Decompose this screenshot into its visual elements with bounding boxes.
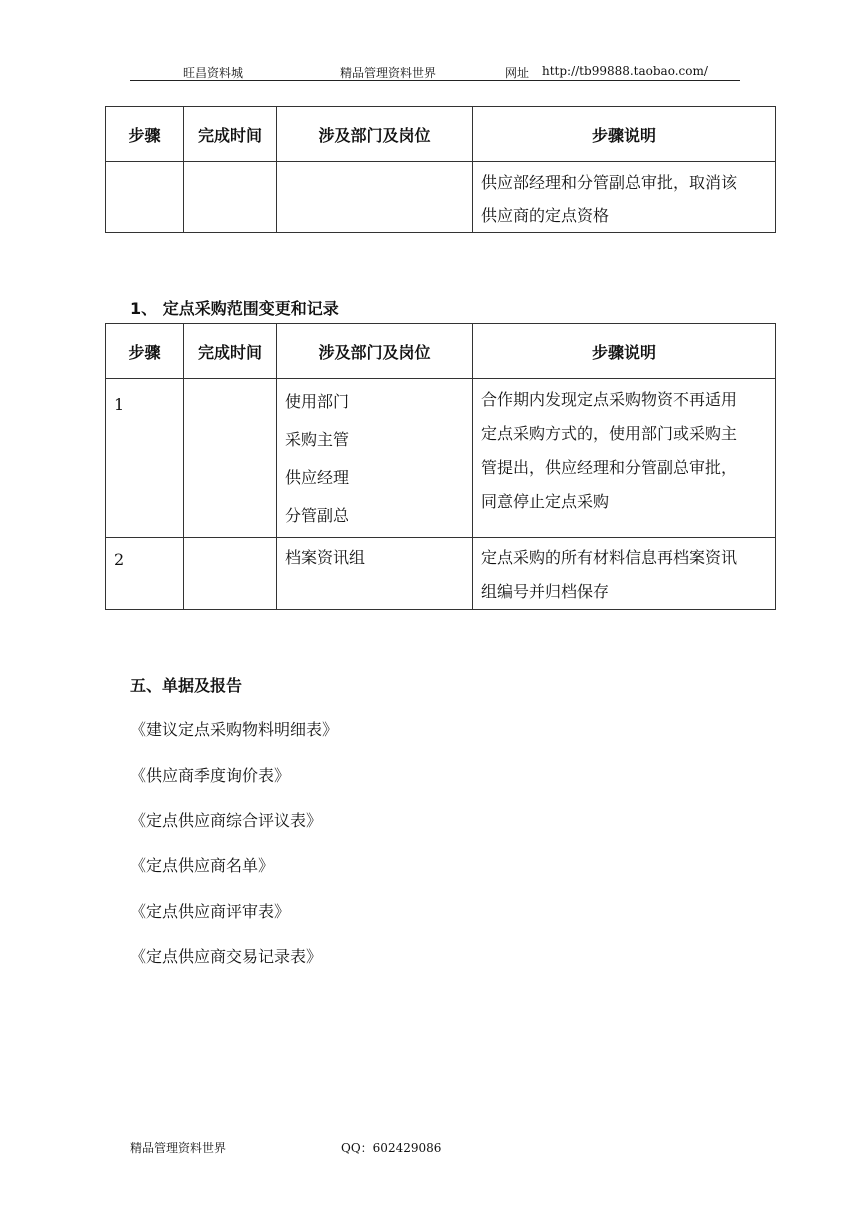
- column-header-step: 步骤: [106, 107, 184, 162]
- column-header-desc: 步骤说明: [473, 107, 776, 162]
- footer-site-name: 精品管理资料世界: [130, 1141, 227, 1155]
- page-header: [130, 62, 738, 82]
- report-item: 《定点供应商交易记录表》: [130, 947, 323, 966]
- desc-line: 组编号并归档保存: [481, 582, 610, 601]
- report-item: 《定点供应商名单》: [130, 856, 275, 875]
- header-shop-name: 旺昌资料城: [183, 66, 244, 80]
- header-url-link[interactable]: http://tb99888.taobao.com/: [542, 64, 708, 78]
- dept-line: 采购主管: [285, 430, 350, 449]
- step-cell: 1: [106, 379, 184, 538]
- footer-qq: QQ：602429086: [341, 1141, 442, 1155]
- report-item: 《定点供应商综合评议表》: [130, 811, 323, 830]
- desc-line: 定点采购方式的，使用部门或采购主: [481, 424, 738, 443]
- column-header-dept: 涉及部门及岗位: [277, 324, 473, 379]
- table-header-row: [106, 107, 776, 162]
- desc-cell: [473, 162, 776, 233]
- dept-line: 档案资讯组: [285, 548, 366, 567]
- scope-change-table: [105, 323, 776, 610]
- desc-cell: [473, 538, 776, 610]
- column-header-time: 完成时间: [184, 324, 277, 379]
- page-footer: [130, 1139, 530, 1157]
- desc-line: 同意停止定点采购: [481, 492, 610, 511]
- dept-line: 使用部门: [285, 392, 350, 411]
- report-item: 《定点供应商评审表》: [130, 902, 291, 921]
- table-row: [106, 379, 776, 538]
- section-title-scope-change: 1、 定点采购范围变更和记录: [130, 299, 339, 318]
- table-row: [106, 538, 776, 610]
- desc-line: 合作期内发现定点采购物资不再适用: [481, 390, 738, 409]
- desc-cell: [473, 379, 776, 538]
- table-header-row: [106, 324, 776, 379]
- desc-line: 供应商的定点资格: [481, 206, 610, 225]
- report-item: 《建议定点采购物料明细表》: [130, 720, 339, 739]
- column-header-step: 步骤: [106, 324, 184, 379]
- step-cell: [106, 162, 184, 233]
- table-row: [106, 162, 776, 233]
- time-cell: [184, 538, 277, 610]
- step-cell: 2: [106, 538, 184, 610]
- time-cell: [184, 379, 277, 538]
- header-site-name: 精品管理资料世界: [340, 66, 437, 80]
- report-item: 《供应商季度询价表》: [130, 766, 291, 785]
- column-header-desc: 步骤说明: [473, 324, 776, 379]
- desc-line: 定点采购的所有材料信息再档案资讯: [481, 548, 738, 567]
- header-divider: [130, 80, 740, 81]
- time-cell: [184, 162, 277, 233]
- column-header-dept: 涉及部门及岗位: [277, 107, 473, 162]
- continuation-table: [105, 106, 776, 233]
- column-header-time: 完成时间: [184, 107, 277, 162]
- desc-line: 供应部经理和分管副总审批，取消该: [481, 173, 738, 192]
- dept-cell: [277, 538, 473, 610]
- desc-line: 管提出，供应经理和分管副总审批，: [481, 458, 738, 477]
- dept-line: 分管副总: [285, 506, 350, 525]
- dept-cell: [277, 379, 473, 538]
- header-url-label: 网址: [505, 66, 530, 80]
- dept-cell: [277, 162, 473, 233]
- section-title-documents-reports: 五、单据及报告: [130, 676, 243, 695]
- dept-line: 供应经理: [285, 468, 350, 487]
